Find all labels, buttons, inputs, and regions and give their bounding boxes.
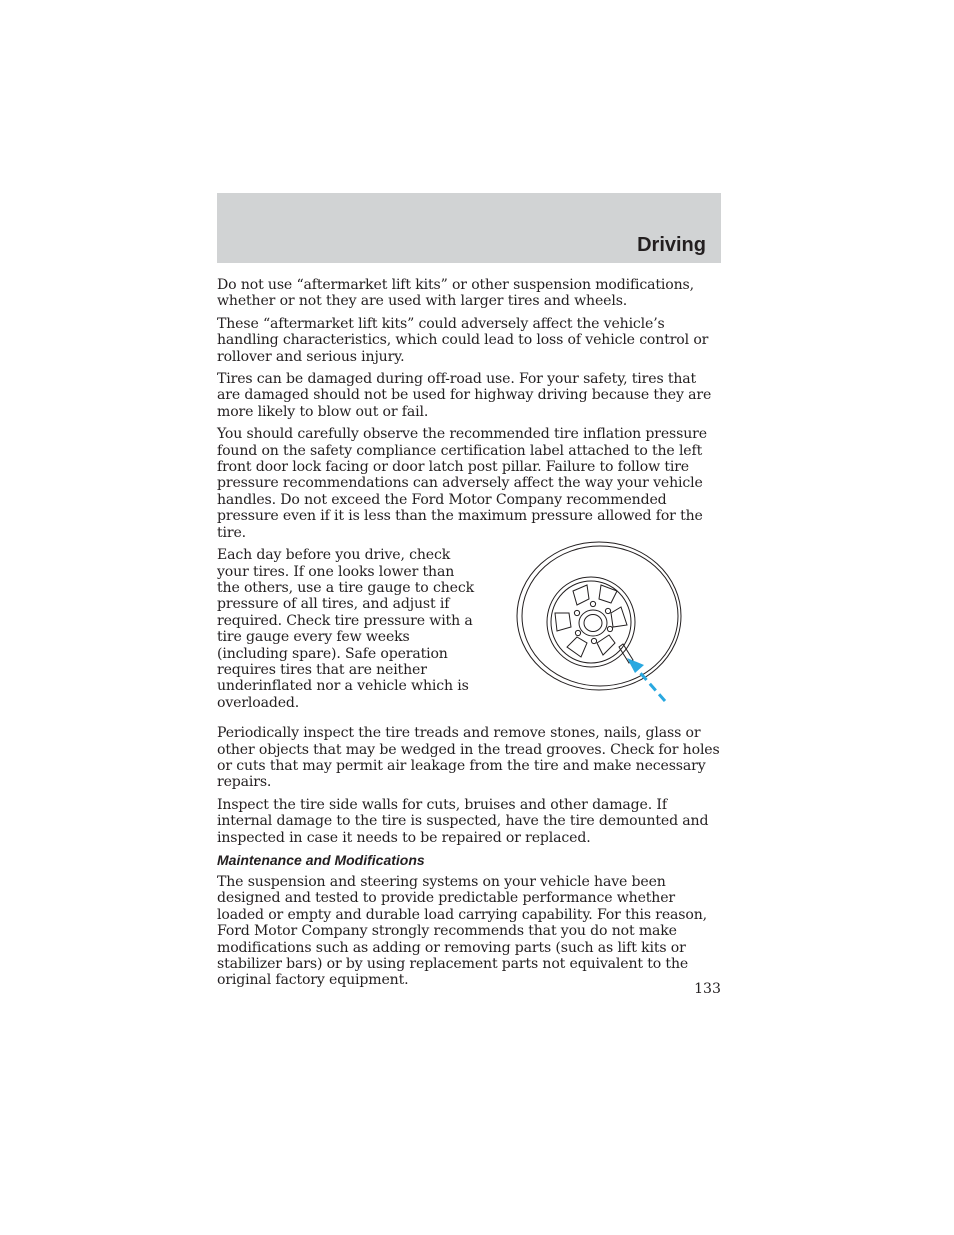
paragraph-lift-kits-warning: Do not use “aftermarket lift kits” or other suspension modifications, whether or not they are used with larger tires and wheels. [217,277,694,310]
paragraph-off-road-damage: Tires can be damaged during off-road use. For your safety, tires that are damaged should not be used for highway driving because they are more likely to blow out or fail. [217,371,712,420]
paragraph-maintenance-modifications: The suspension and steering systems on your vehicle have been designed and tested to provide predictable performance whether loaded or empty and durable load carrying capability. For this reason, Ford Motor Company strongly recommends that you do not make modifications such as adding or removing parts (such as lift kits or stabilizer bars) or by using replacement parts not equivalent to the original factory equipment. [217,873,707,989]
paragraph-lift-kits-effects: These “aftermarket lift kits” could adversely affect the vehicle’s handling characteristics, which could lead to loss of vehicle control or rollover and serious injury. [217,315,709,365]
tire-check-section [217,547,723,717]
paragraph-daily-tire-check: Each day before you drive, check your tires. If one looks lower than the others, use a tire gauge to check pressure of all tires, and adjust if required. Check tire pressure with a tire gauge every few weeks (including spare). Safe operation requires tires that are neither underinflated nor a vehicle which is overloaded. [217,547,474,711]
subsection-heading: Maintenance and Modifications [217,851,425,868]
page-content [217,277,723,995]
section-header-band [217,193,721,263]
paragraph-inspect-side-walls: Inspect the tire side walls for cuts, bruises and other damage. If internal damage to the tire is suspected, have the tire demounted and inspected in case it needs to be repaired or replaced. [217,796,709,846]
page-number: 133 [694,981,721,997]
paragraph-inspect-treads: Periodically inspect the tire treads and remove stones, nails, glass or other objects that may be wedged in the tread grooves. Check for holes or cuts that may permit air leakage from the tire and make necessary repairs. [217,725,720,791]
section-title: Driving [637,234,706,256]
tire-valve-stem-icon [515,541,685,706]
paragraph-inflation-pressure: You should carefully observe the recommended tire inflation pressure found on the safety compliance certification label attached to the left front door lock facing or door latch post pillar. Failure to follow tire pressure recommendations can adversely affect the way your vehicle handles. Do not exceed the Ford Motor Company recommended pressure even if it is less than the maximum pressure allowed for the tire. [217,426,707,541]
